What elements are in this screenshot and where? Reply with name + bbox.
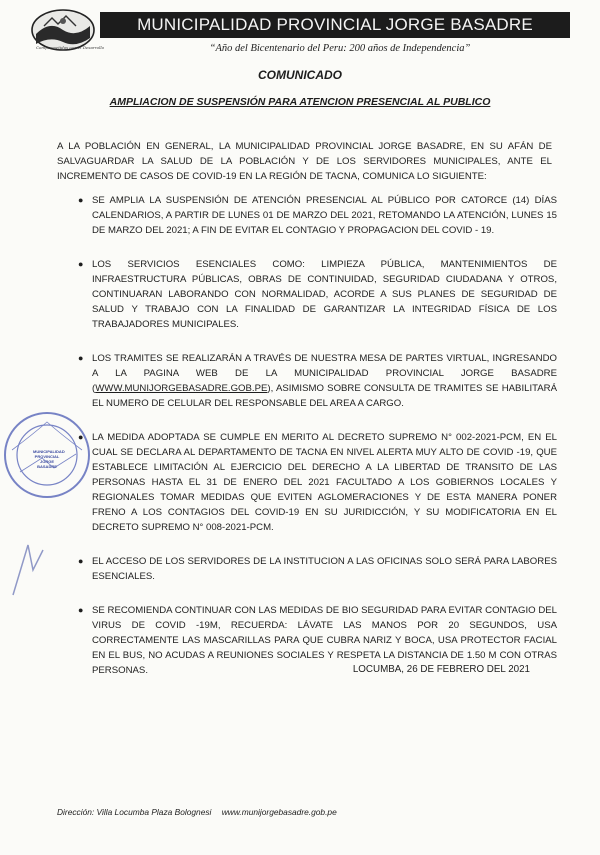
list-item [57, 193, 557, 238]
bullet-icon: ● [78, 259, 84, 269]
signature-date: LOCUMBA, 26 DE FEBRERO DEL 2021 [352, 664, 530, 675]
list-item [57, 351, 557, 411]
footer-address: Dirección: Villa Locumba Plaza Bolognesi [57, 807, 212, 817]
logo-slogan: Comprometidos con el Desarrollo [35, 45, 105, 50]
bullet-icon: ● [78, 556, 84, 566]
stamp-text: MUNICIPALIDAD PROVINCIAL JORGE BASADRE [33, 449, 65, 469]
header-motto: “Año del Bicentenario del Peru: 200 años de Independencia” [209, 43, 471, 54]
document-subtitle: AMPLIACION DE SUSPENSIÓN PARA ATENCION PRESENCIAL AL PUBLICO [109, 96, 491, 108]
bullet-text: LA MEDIDA ADOPTADA SE CUMPLE EN MERITO AL DECRETO SUPREMO N° 002-2021-PCM, EN EL CUAL SE DECLARA AL DEPARTAMENTO DE TACNA EN NIVEL ALERTA MUY ALTO DE COVID -19, QUE ESTABLECE LIMITACIÓN AL EJERCICIO DEL DERECHO A LA LIBERTAD DE TRANSITO DE LAS PERSONAS HASTA EL 31 DE ENERO DEL 2021 FACULTADO A LOS GOBIERNOS LOCALES Y REGIONALES TOMAR MEDIDAS QUE EVITEN AGLOMERACIONES Y DE ESTA MANERA PONER FRENO A LOS CONTAGIOS DEL COVID-19 EN SU JURIDICCIÓN, Y SU MODIFICATORIA EN EL DECRETO SUPREMO N° 008-2021-PCM. [92, 432, 557, 533]
page-footer [57, 807, 557, 817]
bullet-list [57, 193, 557, 697]
website-link[interactable]: WWW.MUNIJORGEBASADRE.GOB.PE [95, 383, 268, 394]
footer-website[interactable]: www.munijorgebasadre.gob.pe [221, 807, 337, 817]
document-title: COMUNICADO [258, 68, 342, 82]
signature-scribble [8, 540, 48, 600]
bullet-icon: ● [78, 605, 84, 615]
bullet-text-after-link: ), ASIMISMO SOBRE CONSULTA DE TRAMITES SE HABILITARÁ EL NUMERO DE CELULAR DEL RESPONSABLE DEL AREA A CARGO. [92, 383, 557, 409]
header-title-bar: MUNICIPALIDAD PROVINCIAL JORGE BASADRE [100, 12, 570, 38]
bullet-text: EL ACCESO DE LOS SERVIDORES DE LA INSTITUCION A LAS OFICINAS SOLO SERÁ PARA LABORES ESENCIALES. [92, 556, 557, 582]
bullet-text-before-link: LOS TRAMITES SE REALIZARÁN A TRAVÉS DE NUESTRA MESA DE PARTES VIRTUAL, INGRESANDO A LA PAGINA WEB DE LA MUNICIPALIDAD PROVINCIAL JORGE BASADRE ( [92, 353, 557, 394]
bullet-icon: ● [78, 353, 84, 363]
intro-paragraph: A LA POBLACIÓN EN GENERAL, LA MUNICIPALIDAD PROVINCIAL JORGE BASADRE, EN SU AFÁN DE SALVAGUARDAR LA SALUD DE LA POBLACIÓN Y DE LOS SERVIDORES MUNICIPALES, ANTE EL INCREMENTO DE CASOS DE COVID-19 EN LA REGIÓN DE TACNA, COMUNICA LO SIGUIENTE: [57, 141, 552, 182]
list-item [57, 430, 557, 535]
bullet-text: LOS SERVICIOS ESENCIALES COMO: LIMPIEZA PÚBLICA, MANTENIMIENTOS DE INFRAESTRUCTURA PÚBLICAS, OBRAS DE CONTINUIDAD, SEGURIDAD CIUDADANA Y OTROS, CONTINUARAN LABORANDO CON NORMALIDAD, ACORDE A SUS PLANES DE SEGURIDAD DE SALUD Y TRABAJO CON LA FINALIDAD DE GARANTIZAR LA INTEGRIDAD FÍSICA DE LOS TRABAJADORES MUNICIPALES. [92, 259, 557, 330]
bullet-text: SE RECOMIENDA CONTINUAR CON LAS MEDIDAS DE BIO SEGURIDAD PARA EVITAR CONTAGIO DEL VIRUS DE COVID -19M, RECUERDA: LÁVATE LAS MANOS POR 20 SEGUNDOS, USA CORRECTAMENTE LAS MASCARILLAS PARA QUE CUBRA NARIZ Y BOCA, USA PROTECTOR FACIAL EN EL BUS, NO ACUDAS A REUNIONES SOCIALES Y RESPETA LA DISTANCIA DE 1.50 M CON OTRAS PERSONAS. [92, 605, 557, 676]
list-item [57, 554, 557, 584]
bullet-icon: ● [78, 432, 84, 442]
bullet-text: SE AMPLIA LA SUSPENSIÓN DE ATENCIÓN PRESENCIAL AL PÚBLICO POR CATORCE (14) DÍAS CALENDARIOS, A PARTIR DE LUNES 01 DE MARZO DEL 2021, RETOMANDO LA ATENCIÓN, LUNES 15 DE MARZO DEL 2021; A FIN DE EVITAR EL CONTAGIO Y PROPAGACION DEL COVID - 19. [92, 195, 557, 236]
list-item [57, 257, 557, 332]
bullet-icon: ● [78, 195, 84, 205]
